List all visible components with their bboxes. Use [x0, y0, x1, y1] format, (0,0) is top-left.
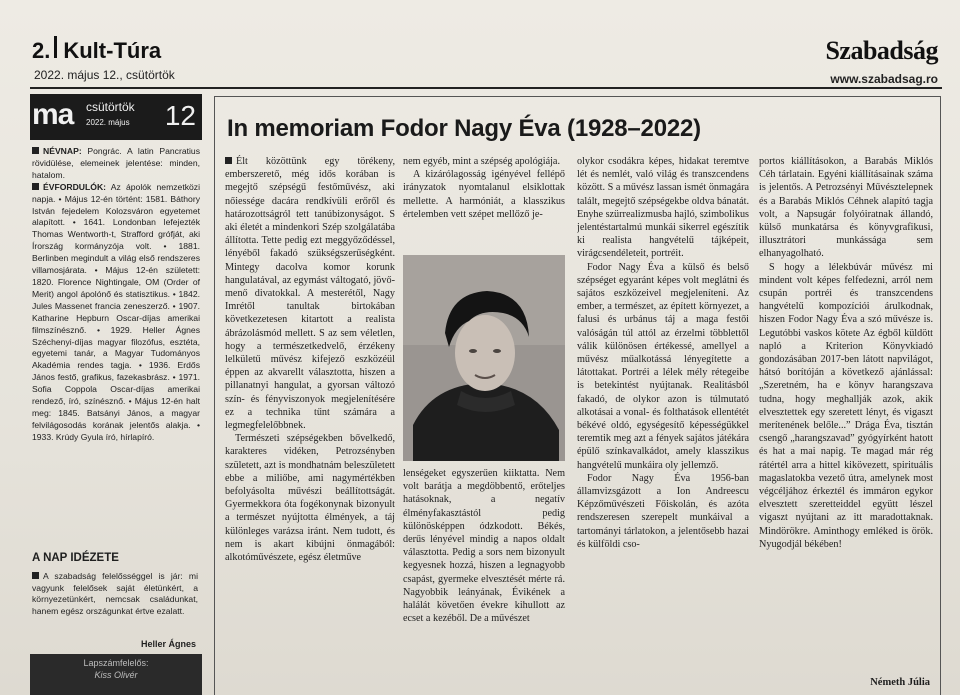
- quote-title: A NAP IDÉZETE: [32, 552, 119, 564]
- quote-text: [32, 571, 198, 617]
- footer-name: Kiss Olivér: [94, 670, 138, 680]
- evfordulok-label: ÉVFORDULÓK:: [43, 181, 107, 192]
- quote-body: A szabadság felelősséggel is jár: mi vagyunk felelősek saját életünkért, a környezetünkért, nemcsak családunkat, hanem egész országunkat értve ezalatt.: [32, 571, 198, 616]
- paragraph: [225, 155, 395, 432]
- article-column-1: [225, 155, 395, 685]
- paragraph: Fodor Nagy Éva 1956-ban államvizsgázott a Ion Andreescu Képzőművészeti Főiskolán, és azóta rendszeresen szerepelt munkáival a tartományi tárlatokon, a jelentősebb hazai és külföldi cso-: [577, 472, 749, 550]
- bullet-square-icon: [32, 147, 39, 154]
- sidebar-day-number: 12: [164, 100, 196, 131]
- page-header-left: [32, 36, 161, 64]
- article-column-2-bottom: [403, 467, 565, 685]
- quote-author: Heller Ágnes: [140, 639, 196, 649]
- sidebar: [30, 94, 202, 695]
- page-number: 2.: [32, 38, 51, 63]
- header-rule: [30, 87, 942, 89]
- paragraph: lenségeket egyszerűen kiiktatta. Nem volt barátja a megdöbbentő, erőteljes hatásoknak, a negatív élményfakasztástól pedig különösképpen ódzkodott. Békés, derűs lényével mindig a napos oldalt választotta. Pedig a sors nem bizonyult kegyesnek hozzá, hiszen a legnagyobb csapást, gyermeke elvesztését mérte rá. Nagyobbik leányának, Évikének a halálát követően évekre kihullott az ecset a kezéből. De a művészet: [403, 468, 565, 625]
- sidebar-month: 2022. május: [86, 118, 130, 127]
- paragraph-text: Élt közöttünk egy törékeny, emberszerető, még idős korában is megejtő szépségű festőművész, aki nőiessége dacára rendkívüli erőről és határozottságról tett tanúbizonyságot. S aki életét a mindenkori Szép szolgálatába állította. Tette pedig ezt meggyőződéssel, lényéből fakadó szükségszerűségként. Mintegy dacolva komor korunk hangulatával, az egymást váltogató, jövő-menő divatokkal. A mesterétől, Nagy Imrétől tanultak birtokában következetesen kitartott a realista ábrázolásmód mellett. S az sem véletlen, hogy a természetkedvelő, érzékeny lelkületű művész kifejező eszközéül éppen az akvarellt választotta, hiszen a pillanatnyi hangulat, a gyorsan változó szín- és fényviszonyok megjelenítésére ez a technika tűnt számára a legmegfelelőbbnek.: [225, 156, 395, 432]
- sidebar-weekday: csütörtök: [86, 100, 135, 114]
- sidebar-almanac: [32, 146, 200, 444]
- article: [214, 96, 941, 695]
- footer-label: Lapszámfelelős:: [83, 658, 149, 668]
- paragraph: Természeti szépségekben bővelkedő, karakteres vidéken, Petrozsényben született, azt is mondhatnám beleszületett ebbe a miliőbe, ami nagymértékben befolyásolta művészi beállítottságát. Gyermekkora óta fogékonynak bizonyult a természet nyújtotta élmények, a táj különleges varázsa iránt. Nem tudott, és nem is akart kibújni önmagából: alkotóművészete, egész életműve: [225, 433, 395, 564]
- nevnap-text: Pongrác. A latin Pancratius rövidülése, elemeinek jelentése: minden, hatalom.: [32, 146, 200, 180]
- issue-date: 2022. május 12., csütörtök: [34, 68, 175, 82]
- paragraph: portos kiállításokon, a Barabás Miklós Céh tárlatain. Egyéni kiállításainak száma is jelentős. A Petrozsényi Művésztelepnek és a Barabás Miklós Céhnek alapító tagja volt, a Napsugár folyóiratnak állandó, külső munkatársa és könyvgrafikusi, illusztrátori munkássága sem elhanyagolható.: [759, 156, 933, 260]
- portrait-photo: [403, 255, 565, 461]
- article-column-4: [759, 155, 933, 673]
- article-signature: Németh Júlia: [870, 677, 930, 688]
- sidebar-footer: [30, 654, 202, 695]
- paragraph: S hogy a lélekbúvár művész mi mindent volt képes felfedezni, arról nem csupán portréi és transzcendens hangvételű kompozíciói árulkodnak, hiszen Fodor Nagy Éva a szó művésze is. Legutóbbi vaskos kötete Az égből küldött napló a Kriterion Könyvkiadó gondozásában 2017-ben látott napvilágot, hátsó borítóján a következő ajánlással: „Szeretném, ha e könyv harangszava tudna, hogy meghallják azok, akik elvesztettek egy szeretett lényt, és vigaszt merítenének belőle...” Drága Éva, tisztán csengő „harangszavad” gyógyírként hatott és hat a mai napig. Te magad már rég rátértél arra a hittel kikövezett, spirituális magaslatokba vezető útra, amelynek most végcéljához érkeztél és immáron egykor elvesztett szeretteiddel együtt lészel vigaszt nyújtani az itt maradottaknak. Mindörökre. Aminthogy emléked is örök. Nyugodjál békében!: [759, 261, 933, 550]
- newspaper-url: www.szabadsag.ro: [830, 72, 938, 86]
- article-title: In memoriam Fodor Nagy Éva (1928–2022): [227, 115, 701, 142]
- bullet-square-icon: [225, 157, 232, 164]
- header-separator: [54, 36, 57, 58]
- sidebar-ma: ma: [32, 98, 74, 131]
- paragraph: A kizárólagosság igényével fellépő irányzatok nyomtalanul elsiklottak mellette. A harmóniát, a klasszikus értelemben vett szépet mellőző je-: [403, 169, 565, 220]
- sidebar-date-box: [30, 94, 202, 140]
- newspaper-logo: Szabadság: [825, 36, 938, 65]
- bullet-square-icon: [32, 183, 39, 190]
- portrait-image: [403, 255, 565, 461]
- paragraph: Fodor Nagy Éva a külső és belső szépséget egyaránt képes volt meglátni és sajátos eszközeivel megjeleníteni. Az ember, a természet, az épített környezet, a falusi és urbánus táj a maga festői valóságán túl attól az érzelmi többlettől válik különösen értékessé, amellyel a művész műalkotássá lényegítette a látottakat. Portréi a lélek mély rétegeibe is betekintést nyújtanak. Realitásból fakadó, de olykor azon is túlmutató alkotásai a vonal- és folthatások ellentétét békévé oldó, egységesítő képességükkel teremtik meg azt a fények sajátos játékára épülő színkavalkádot, amely klasszikus hangvételű munkáira oly jellemző.: [577, 261, 749, 471]
- article-column-2-top: [403, 155, 565, 251]
- nevnap-label: NÉVNAP:: [43, 146, 82, 156]
- section-title: Kult-Túra: [63, 38, 162, 63]
- article-column-3: [577, 155, 749, 685]
- evfordulok-text: Az ápolók nemzetközi napja. • Május 12-én történt: 1581. Báthory István fejedelem Kolozsváron egyetemet alapított. • 1641. Londonban lefejezték Thomas Wentworth-t, Strafford grófját, aki Írország kormányzója volt. • 1881. Berlinben megindult a világ első rendszeres villamosjárata. • Május 12-én született: 1820. Florence Nightingale, OM (Order of Merit) angol ápolónő és statisztikus. • 1842. Jules Massenet francia zeneszerző. • 1907. Katharine Hepburn Oscar-díjas amerikai filmszínésznő. • 1929. Heller Ágnes Széchenyi-díjas magyar filozófus, esztéta, egyetemi tanár, a Magyar Tudományos Akadémia rendes tagja. • 1936. Erdős János festő, grafikus, fazekasbrász. • 1971. Sofia Coppola Oscar-díjas amerikai rendező, író, színésznő. • Május 12-én halt meg: 1845. Batsányi János, a magyar felvilágosodás korának jelentős alakja. • 1933. Krúdy Gyula író, hírlapíró.: [32, 181, 200, 442]
- paragraph: olykor csodákra képes, hidakat teremtve lét és nemlét, való világ és transzcendens között. S a művész lassan ismét önmagára talált, megejtő szépségekbe oldva bánatát. Enyhe szürrealizmusba hajló, szimbolikus jelentéstartalmú munkái sikerrel egészítik ki realista hangvételű tájképeit, virágcsendéleteit, portréit.: [577, 156, 749, 260]
- bullet-square-icon: [32, 572, 39, 579]
- paragraph: nem egyéb, mint a szépség apológiája.: [403, 156, 561, 167]
